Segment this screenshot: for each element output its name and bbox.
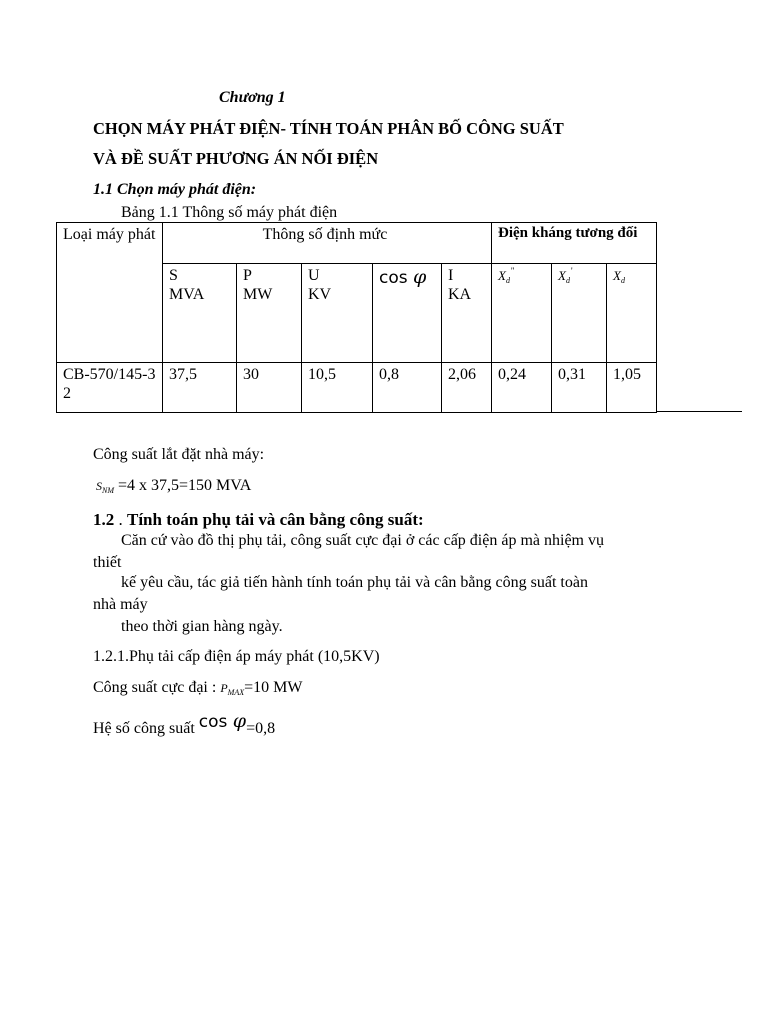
power-factor-line: Hệ số công suất cos φ=0,8 (93, 710, 276, 737)
header-xd-subtransient: $X_d''$ (492, 264, 552, 363)
table-divider-line (656, 411, 742, 412)
table-caption: Bảng 1.1 Thông số máy phát điện (121, 204, 338, 221)
header-s: S MVA (163, 264, 237, 363)
header-xd: $X_d$ (607, 264, 657, 363)
section-1-2-1-heading: 1.2.1.Phụ tải cấp điện áp máy phát (10,5KV) (93, 648, 380, 665)
header-cosphi: cos φ (373, 264, 442, 363)
cell-type: CB-570/145-32 (57, 363, 163, 413)
cell-u: 10,5 (302, 363, 373, 413)
cell-xd-transient: 0,31 (552, 363, 607, 413)
cell-xd: 1,05 (607, 363, 657, 413)
header-rated-params: Thông số định mức (163, 223, 492, 264)
pmax-line: Công suất cực đại : $P_{MAX}=10$ MW (93, 679, 303, 697)
cell-cos: 0,8 (373, 363, 442, 413)
cell-i: 2,06 (442, 363, 492, 413)
paragraph-line-4: nhà máy (93, 596, 148, 613)
heading-line-1: CHỌN MÁY PHÁT ĐIỆN- TÍNH TOÁN PHÂN BỐ CÔNG SUẤT (93, 119, 564, 138)
header-i: I KA (442, 264, 492, 363)
header-p: P MW (237, 264, 302, 363)
cell-s: 37,5 (163, 363, 237, 413)
chapter-title: Chương 1 (219, 89, 286, 106)
cell-p: 30 (237, 363, 302, 413)
cell-xd-subtransient: 0,24 (492, 363, 552, 413)
section-1-1-heading: 1.1 Chọn máy phát điện: (93, 181, 257, 198)
paragraph-line-2: thiết (93, 554, 122, 571)
installed-capacity-label: Công suất lắt đặt nhà máy: (93, 446, 265, 463)
paragraph-line-3: kế yêu cầu, tác giả tiến hành tính toán phụ tải và cân bằng công suất toàn (121, 574, 588, 591)
header-xd-transient: $X_d'$ (552, 264, 607, 363)
section-1-2-heading: 1.2 . Tính toán phụ tải và cân bằng công suất: (93, 510, 424, 529)
paragraph-line-5: theo thời gian hàng ngày. (121, 618, 283, 635)
heading-line-2: VÀ ĐỀ SUẤT PHƯƠNG ÁN NỐI ĐIỆN (93, 149, 379, 168)
header-u: U KV (302, 264, 373, 363)
paragraph-line-1: Căn cứ vào đồ thị phụ tải, công suất cực đại ở các cấp điện áp mà nhiệm vụ (121, 532, 604, 549)
generator-spec-table (56, 222, 657, 413)
header-relative-reactance: Điện kháng tương đối (492, 223, 657, 264)
snm-formula: $S_{NM} =4$ x 37,5=150 MVA (96, 477, 252, 495)
header-generator-type: Loại máy phát (57, 223, 163, 363)
table-row (57, 363, 657, 413)
